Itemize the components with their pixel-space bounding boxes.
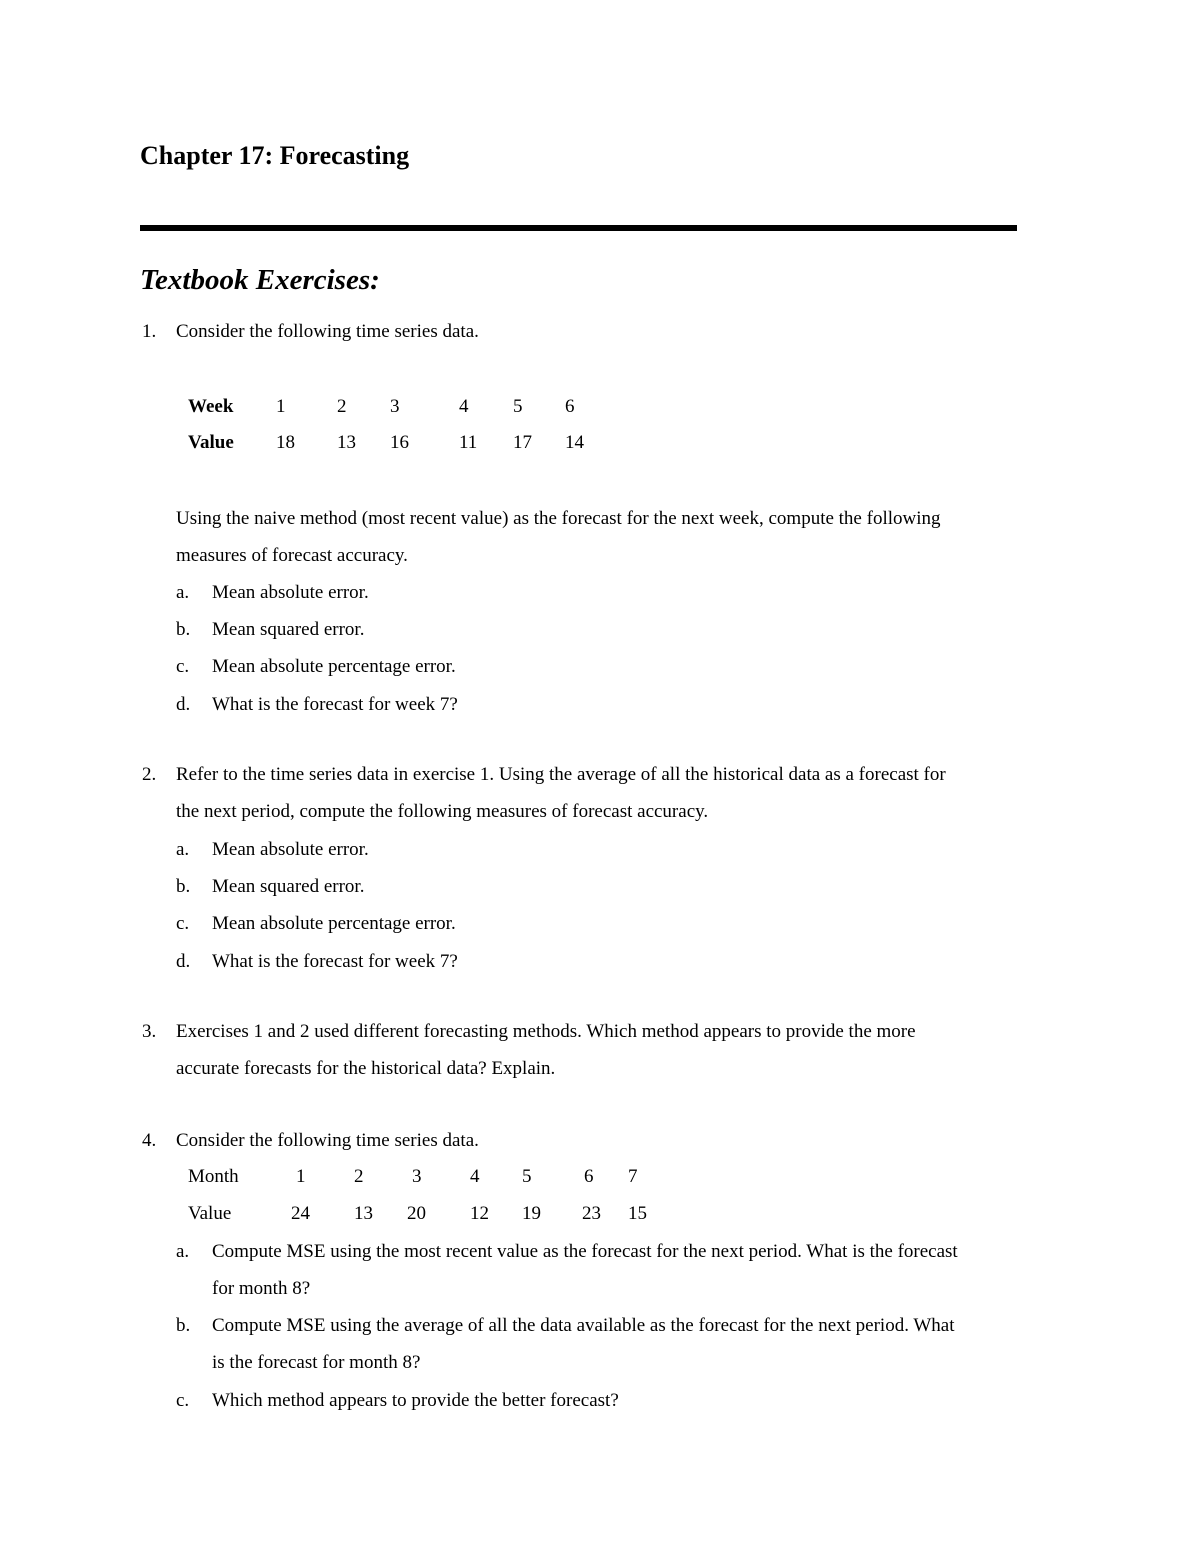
list-item: Mean absolute percentage error. (212, 656, 456, 677)
question-2-line-1: Refer to the time series data in exercise 1. Using the average of all the historical data as a forecast for (176, 764, 946, 785)
section-title: Textbook Exercises: (140, 264, 380, 296)
question-3-line-2: accurate forecasts for the historical data? Explain. (176, 1058, 556, 1079)
table-cell: 20 (407, 1203, 426, 1224)
table-cell: 2 (354, 1166, 364, 1187)
question-2-line-2: the next period, compute the following measures of forecast accuracy. (176, 801, 709, 822)
list-item: What is the forecast for week 7? (212, 694, 458, 715)
list-item-label: a. (176, 1241, 190, 1262)
question-2-number: 2. (142, 764, 157, 785)
list-item-label: d. (176, 951, 191, 972)
list-item-label: b. (176, 876, 191, 897)
list-item: Mean absolute percentage error. (212, 913, 456, 934)
list-item-continuation: for month 8? (212, 1278, 311, 1299)
question-1-text: Consider the following time series data. (176, 321, 479, 342)
list-item-continuation: is the forecast for month 8? (212, 1352, 421, 1373)
table-cell: 15 (628, 1203, 647, 1224)
table-cell: 17 (513, 432, 532, 453)
table-cell: 11 (459, 432, 478, 453)
list-item: Mean squared error. (212, 876, 365, 897)
table-cell: 19 (522, 1203, 541, 1224)
table-cell: 3 (390, 396, 400, 417)
question-1-number: 1. (142, 321, 157, 342)
table-cell: 2 (337, 396, 347, 417)
question-4-text: Consider the following time series data. (176, 1130, 479, 1151)
question-1-intro-line-2: measures of forecast accuracy. (176, 545, 408, 566)
table-cell: 7 (628, 1166, 638, 1187)
table-cell: 3 (412, 1166, 422, 1187)
list-item: Mean absolute error. (212, 582, 369, 603)
list-item-label: a. (176, 839, 190, 860)
table-cell: 1 (276, 396, 286, 417)
table-row-label: Value (188, 1203, 232, 1224)
table-cell: 23 (582, 1203, 601, 1224)
list-item-label: c. (176, 1390, 190, 1411)
list-item: Mean absolute error. (212, 839, 369, 860)
question-1-intro-line-1: Using the naive method (most recent value) as the forecast for the next week, compute the following (176, 508, 941, 529)
table-cell: 6 (584, 1166, 594, 1187)
table-cell: 13 (354, 1203, 373, 1224)
table-cell: 16 (390, 432, 409, 453)
list-item: Which method appears to provide the better forecast? (212, 1390, 619, 1411)
list-item-label: c. (176, 656, 190, 677)
list-item-label: a. (176, 582, 190, 603)
page-title: Chapter 17: Forecasting (140, 141, 410, 170)
table-cell: 12 (470, 1203, 489, 1224)
table-row-label: Week (188, 396, 234, 417)
list-item-label: d. (176, 694, 191, 715)
table-cell: 5 (522, 1166, 532, 1187)
list-item-label: c. (176, 913, 190, 934)
table-cell: 18 (276, 432, 295, 453)
table-cell: 4 (470, 1166, 480, 1187)
list-item: What is the forecast for week 7? (212, 951, 458, 972)
question-4-number: 4. (142, 1130, 157, 1151)
table-row-label: Value (188, 432, 234, 453)
table-cell: 4 (459, 396, 469, 417)
list-item-label: b. (176, 619, 191, 640)
question-3-line-1: Exercises 1 and 2 used different forecasting methods. Which method appears to provide the more (176, 1021, 916, 1042)
table-cell: 5 (513, 396, 523, 417)
title-divider (140, 225, 1017, 231)
table-cell: 1 (296, 1166, 306, 1187)
list-item: Compute MSE using the most recent value as the forecast for the next period. What is the forecast (212, 1241, 958, 1262)
table-cell: 14 (565, 432, 584, 453)
list-item: Mean squared error. (212, 619, 365, 640)
table-cell: 13 (337, 432, 356, 453)
table-cell: 24 (291, 1203, 310, 1224)
table-cell: 6 (565, 396, 575, 417)
list-item-label: b. (176, 1315, 191, 1336)
table-row-label: Month (188, 1166, 239, 1187)
question-3-number: 3. (142, 1021, 157, 1042)
list-item: Compute MSE using the average of all the data available as the forecast for the next period. What (212, 1315, 955, 1336)
